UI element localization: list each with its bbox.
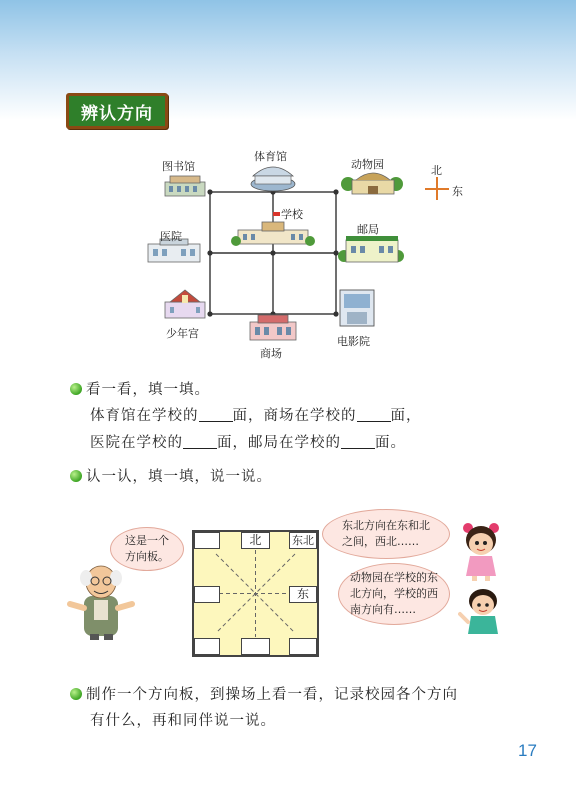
post-office-label: 邮局 [357, 223, 379, 236]
cinema-label: 电影院 [337, 335, 370, 348]
answer-blank-post-office[interactable] [341, 434, 375, 449]
question-1-line-2 [90, 431, 406, 452]
board-label-northeast: 东北 [292, 534, 314, 547]
board-label-east: 东 [296, 587, 309, 601]
board-slot-northeast[interactable] [289, 532, 317, 549]
board-slot-southeast[interactable] [289, 638, 317, 655]
grandpa-icon [64, 560, 138, 642]
cinema-icon [340, 290, 374, 326]
bubble-line: 这是一个 [125, 534, 169, 547]
boy-icon [458, 586, 508, 638]
gym-icon [251, 167, 295, 191]
question-1-line-1 [90, 404, 422, 425]
question-3-line-1: 制作一个方向板，到操场上看一看，记录校园各个方向 [86, 687, 458, 703]
line-text: 医院在学校的 [90, 435, 183, 451]
question-2 [70, 465, 272, 486]
library-label: 图书馆 [162, 160, 195, 173]
zoo-icon [341, 173, 403, 194]
board-slot-northwest[interactable] [194, 532, 220, 549]
answer-blank-mall[interactable] [357, 407, 391, 422]
gym-label: 体育馆 [254, 150, 287, 163]
line-text: 面， [390, 408, 422, 424]
board-slot-east[interactable] [289, 586, 317, 603]
compass-icon [425, 177, 449, 200]
board-slot-north[interactable] [241, 532, 270, 549]
question-1-prompt: 看一看，填一填。 [86, 382, 210, 398]
mall-label: 商场 [260, 347, 282, 360]
bubble-line: 南方向有…… [350, 603, 416, 616]
post-office-icon [338, 236, 404, 262]
bubble-line: 北方向，学校的西 [350, 587, 438, 600]
compass-north-label: 北 [431, 164, 442, 177]
bubble-line: 东北方向在东和北 [342, 519, 430, 532]
board-slot-southwest[interactable] [194, 638, 220, 655]
direction-board [192, 530, 319, 657]
question-1 [70, 378, 210, 399]
zoo-label: 动物园 [351, 158, 384, 171]
youth-palace-label: 少年宫 [166, 327, 199, 340]
line-text: 面。 [375, 435, 406, 451]
school-label: 学校 [281, 208, 303, 221]
answer-blank-hospital[interactable] [183, 434, 217, 449]
boy-speech-bubble [338, 563, 450, 625]
girl-speech-bubble [322, 509, 450, 559]
hospital-label: 医院 [160, 230, 182, 243]
board-slot-west[interactable] [194, 586, 220, 603]
youth-palace-icon [165, 290, 205, 318]
board-label-north: 北 [249, 533, 262, 547]
compass-east-label: 东 [452, 185, 463, 198]
mall-icon [250, 315, 296, 340]
bubble-line: 方向板。 [125, 550, 169, 563]
line-text: 面，邮局在学校的 [217, 435, 341, 451]
bullet-icon [70, 688, 82, 700]
bubble-line: 动物园在学校的东 [350, 571, 438, 584]
board-slot-south[interactable] [241, 638, 270, 655]
bullet-icon [70, 383, 82, 395]
girl-icon [456, 520, 506, 582]
grandpa-speech-bubble [110, 527, 184, 571]
question-3 [70, 683, 458, 704]
line-text: 面，商场在学校的 [232, 408, 357, 424]
direction-map [0, 0, 576, 370]
question-2-prompt: 认一认，填一填，说一说。 [86, 469, 272, 485]
section-title: 辨认方向 [66, 93, 168, 129]
page-number: 17 [518, 741, 537, 760]
answer-blank-gym[interactable] [199, 407, 233, 422]
library-icon [165, 176, 205, 196]
line-text: 体育馆在学校的 [90, 408, 199, 424]
bubble-line: 之间，西北…… [342, 535, 419, 548]
question-3-line-2: 有什么，再和同伴说一说。 [90, 713, 276, 729]
bullet-icon [70, 470, 82, 482]
